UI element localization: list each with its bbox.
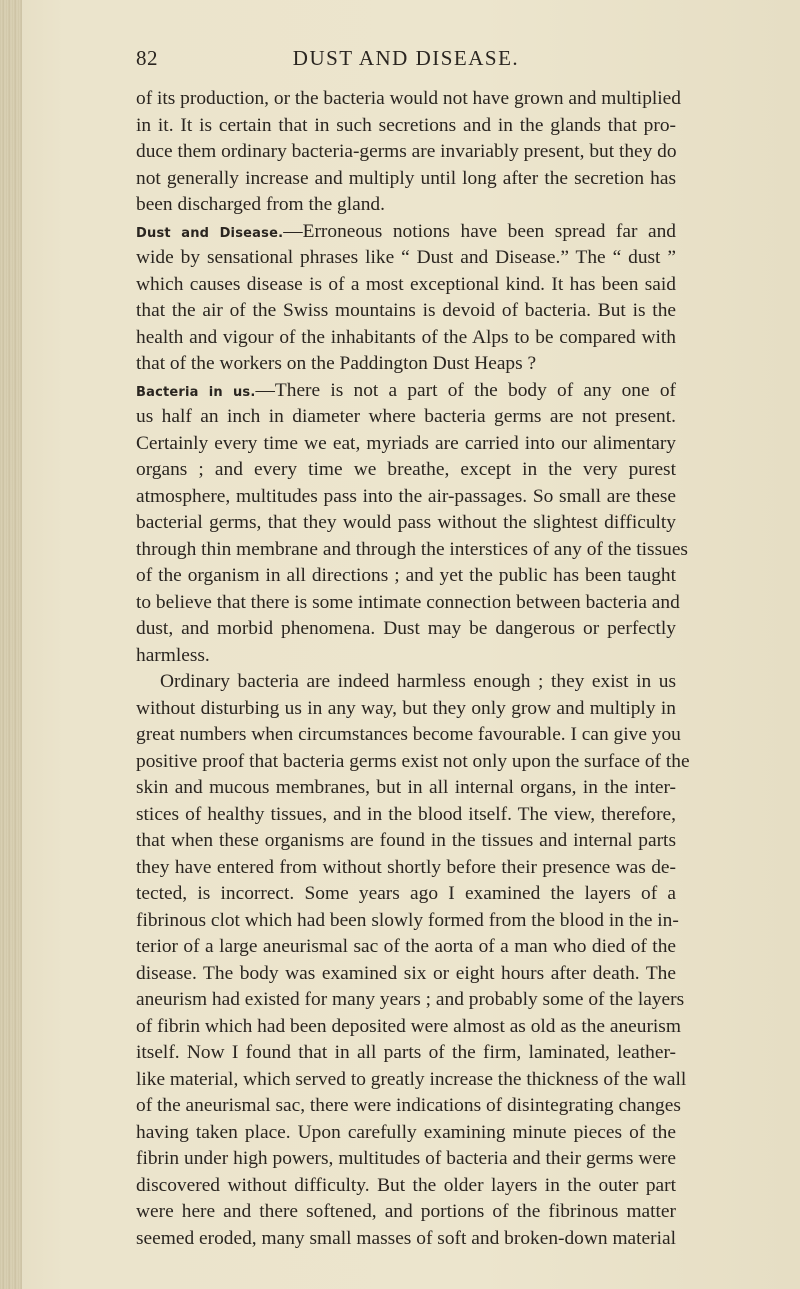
section-sidenote: Bacteria in us. <box>136 384 256 400</box>
section-sidenote: Dust and Disease. <box>136 225 284 241</box>
text-line: to believe that there is some intimate connection between bacteria and <box>136 591 680 613</box>
text-line: that of the workers on the Paddington Dust Heaps ? <box>136 353 537 374</box>
text-line: like material, which served to greatly increase the thickness of the wall <box>136 1068 687 1090</box>
text-line: of fibrin which had been deposited were almost as old as the aneurism <box>136 1015 681 1037</box>
paragraph <box>136 219 676 378</box>
text-line: stices of healthy tissues, and in the blood itself. The view, therefore, <box>136 803 676 825</box>
text-line: itself. Now I found that in all parts of the firm, laminated, leather- <box>136 1042 676 1063</box>
text-line <box>136 378 676 405</box>
text-line: skin and mucous membranes, but in all internal organs, in the inter- <box>136 777 676 798</box>
text-line: fibrin under high powers, multitudes of bacteria and their germs were <box>136 1148 676 1169</box>
text-line: great numbers when circumstances become favourable. I can give you <box>136 724 681 745</box>
text-line: that the air of the Swiss mountains is devoid of bacteria. But is the <box>136 300 676 321</box>
text-line: were here and there softened, and portions of the fibrinous matter <box>136 1201 676 1222</box>
text-line: duce them ordinary bacteria-germs are invariably present, but they do <box>136 141 677 162</box>
text-line: wide by sensational phrases like “ Dust and Disease.” The “ dust ” <box>136 247 676 268</box>
text-line: health and vigour of the inhabitants of the Alps to be compared with <box>136 326 676 348</box>
text-line: having taken place. Upon carefully examining minute pieces of the <box>136 1121 676 1143</box>
sidenote-continuation: —Erroneous notions have been spread far and <box>283 220 676 242</box>
text-line: Ordinary bacteria are indeed harmless enough ; they exist in us <box>160 671 676 692</box>
body-text <box>136 86 690 1252</box>
text-line: in it. It is certain that in such secretions and in the glands that pro- <box>136 114 676 136</box>
text-line: harmless. <box>136 644 210 666</box>
text-line: seemed eroded, many small masses of soft and broken-down material <box>136 1227 676 1249</box>
text-line: been discharged from the gland. <box>136 194 385 215</box>
text-line: of its production, or the bacteria would not have grown and multiplied <box>136 88 681 109</box>
paragraph <box>136 669 690 1252</box>
text-line: Certainly every time we eat, myriads are carried into our alimentary <box>136 432 676 454</box>
paragraph <box>136 378 688 670</box>
text-line: dust, and morbid phenomena. Dust may be dangerous or perfectly <box>136 618 676 639</box>
text-line: positive proof that bacteria germs exist not only upon the surface of the <box>136 750 690 772</box>
paragraph <box>136 86 681 219</box>
text-line: terior of a large aneurismal sac of the aorta of a man who died of the <box>136 936 676 957</box>
text-line: organs ; and every time we breathe, except in the very purest <box>136 459 676 480</box>
text-line: us half an inch in diameter where bacteria germs are not present. <box>136 406 676 427</box>
page-number: 82 <box>136 46 158 70</box>
text-line: without disturbing us in any way, but they only grow and multiply in <box>136 697 676 719</box>
sidenote-continuation: —There is not a part of the body of any one of <box>255 379 676 401</box>
page-header <box>136 46 676 76</box>
text-line: bacterial germs, that they would pass without the slightest difficulty <box>136 512 676 533</box>
running-head: DUST AND DISEASE. <box>292 46 520 70</box>
text-line: they have entered from without shortly before their presence was de- <box>136 856 676 878</box>
text-line: of the aneurismal sac, there were indications of disintegrating changes <box>136 1095 681 1116</box>
page-binding-edge <box>0 0 22 1289</box>
text-line: that when these organisms are found in the tissues and internal parts <box>136 830 676 851</box>
text-line: which causes disease is of a most exceptional kind. It has been said <box>136 273 676 295</box>
text-line: disease. The body was examined six or eight hours after death. The <box>136 962 676 984</box>
text-line <box>136 219 676 246</box>
text-line: aneurism had existed for many years ; and probably some of the layers <box>136 989 685 1010</box>
text-line: not generally increase and multiply until long after the secretion has <box>136 167 676 189</box>
text-line: tected, is incorrect. Some years ago I examined the layers of a <box>136 883 676 904</box>
text-line: atmosphere, multitudes pass into the air-passages. So small are these <box>136 485 676 507</box>
text-line: through thin membrane and through the interstices of any of the tissues <box>136 538 688 560</box>
text-line: discovered without difficulty. But the older layers in the outer part <box>136 1174 676 1196</box>
text-line: fibrinous clot which had been slowly formed from the blood in the in- <box>136 909 679 931</box>
text-line: of the organism in all directions ; and yet the public has been taught <box>136 565 676 586</box>
